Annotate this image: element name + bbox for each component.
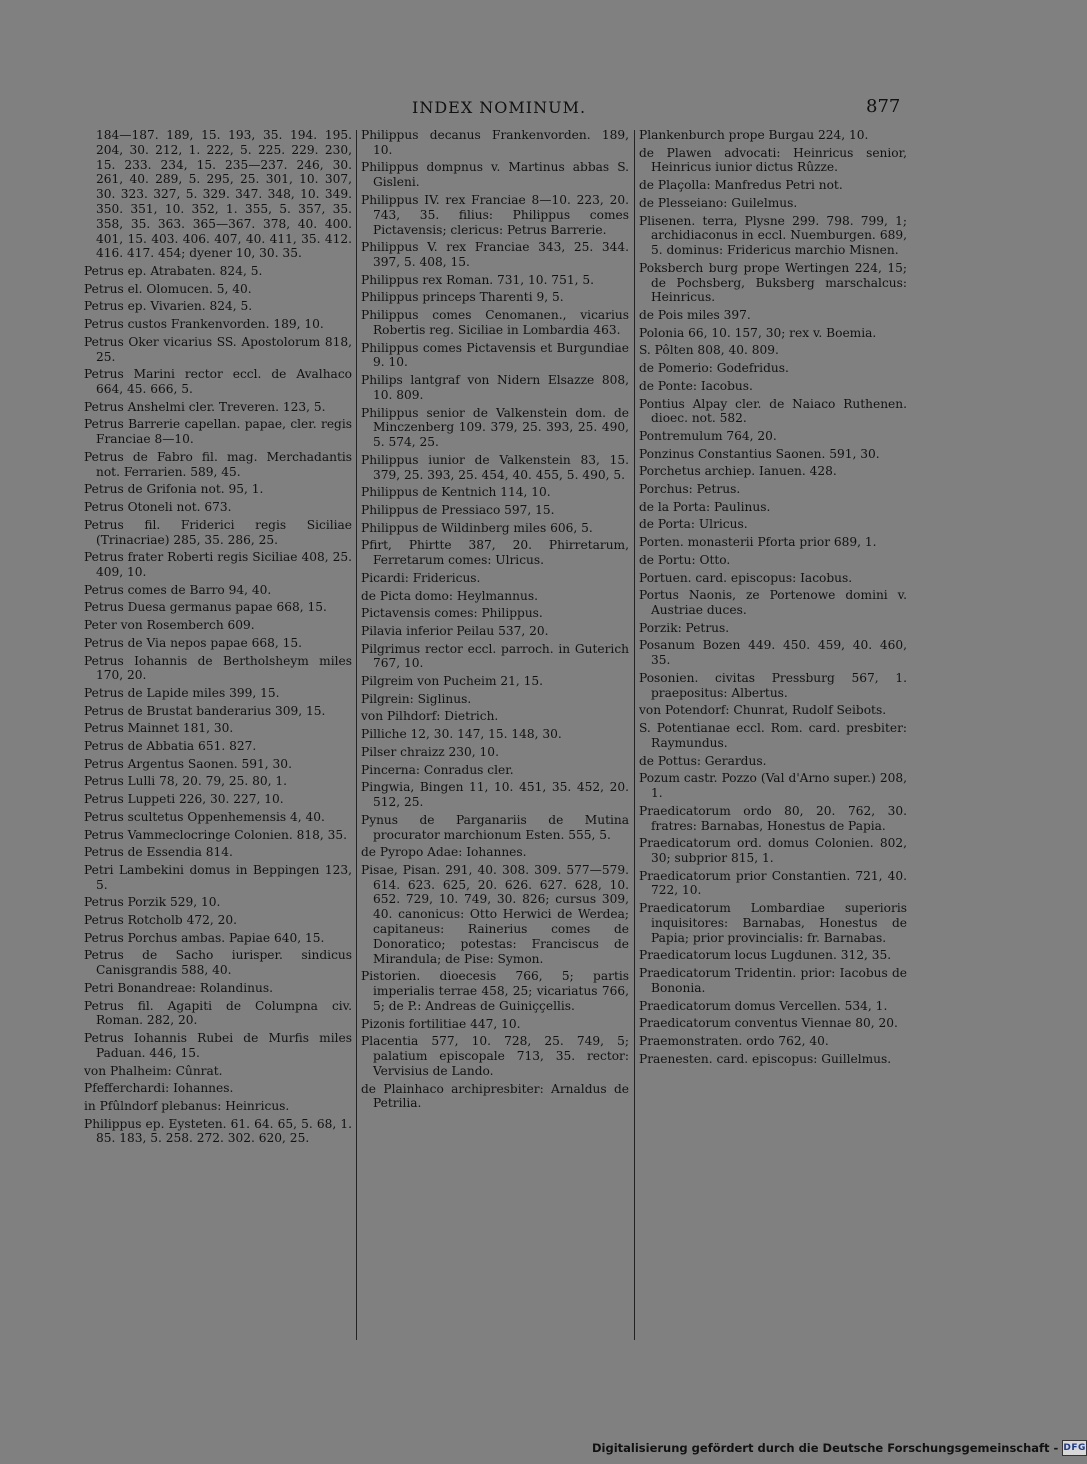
index-entry: Porchetus archiep. Ianuen. 428. (639, 464, 837, 479)
index-entry: Philippus IV. rex Franciae 8—10. 223, 20. 743, 35. filius: Philippus comes Pictavensis; clericus: Petrus Barrerie. (361, 192, 629, 237)
index-entry: Pfefferchardi: Iohannes. (84, 1081, 234, 1096)
index-entry: Praedicatorum ord. domus Colonien. 802, 30; subprior 815, 1. (639, 836, 907, 865)
credit-text: Digitalisierung gefördert durch die Deutsche Forschungsgemeinschaft - (592, 1441, 1059, 1455)
index-entry: 184—187. 189, 15. 193, 35. 194. 195. 204, 30. 212, 1. 222, 5. 225. 229. 230, 15. 233. 234, 15. 235—237. 246, 30. 261, 40. 289, 5. 295, 25. 301, 10. 307, 30. 323. 327, 5. 329. 347. 348, 10. 349. 350. 351, 10. 352, 1. 355, 5. 357, 35. 358, 35. 363. 365—367. 378, 40. 400. 401, 15. 403. 406. 407, 40. 411, 35. 412. 416. 417. 454; dyener 10, 30. 35. (96, 128, 352, 261)
index-entry: Petrus Iohannis Rubei de Murfis miles Paduan. 446, 15. (84, 1031, 352, 1060)
footer-credit (592, 1438, 1086, 1458)
index-entry: Porzik: Petrus. (639, 620, 730, 635)
index-entry: Praedicatorum locus Lugdunen. 312, 35. (639, 948, 892, 963)
index-entry: Peter von Rosemberch 609. (84, 618, 255, 633)
index-entry: Praemonstraten. ordo 762, 40. (639, 1033, 829, 1048)
index-entry: Placentia 577, 10. 728, 25. 749, 5; palatium episcopale 713, 35. rector: Vervisius de Lando. (361, 1034, 629, 1078)
index-entry: S. Potentianae eccl. Rom. card. presbiter: Raymundus. (639, 721, 907, 750)
index-entry: Pilgrimus rector eccl. parroch. in Guterich 767, 10. (361, 641, 629, 671)
index-entry: de Pomerio: Godefridus. (639, 361, 789, 376)
index-entry: Petrus Porchus ambas. Papiae 640, 15. (84, 930, 325, 945)
index-entry: Philippus V. rex Franciae 343, 25. 344. 397, 5. 408, 15. (361, 240, 629, 270)
index-entry: Praedicatorum domus Vercellen. 534, 1. (639, 998, 888, 1013)
index-entry: Petrus Anshelmi cler. Treveren. 123, 5. (84, 399, 326, 414)
index-entry: Petrus Vammeclocringe Colonien. 818, 35. (84, 827, 348, 842)
index-entry: Porten. monasterii Pforta prior 689, 1. (639, 535, 877, 550)
index-entry: de Plawen advocati: Heinricus senior, Heinricus iunior dictus Rûzze. (639, 145, 907, 175)
index-entry: Praedicatorum Lombardiae superioris inquisitores: Barnabas, Honestus de Papia; prior provincialis: fr. Barnabas. (639, 901, 907, 945)
index-entry: de Pois miles 397. (639, 308, 751, 323)
index-entry: Pisae, Pisan. 291, 40. 308. 309. 577—579. 614. 623. 625, 20. 626. 627. 628, 10. 652. 729, 10. 749, 30. 826; cursus 309, 40. canonicus: Otto Herwici de Werdea; capitaneus: Rainerius comes de Donoratico; potestas: Franciscus de Mirandula; de Pise: Symon. (361, 862, 629, 966)
index-entry: Porchus: Petrus. (639, 482, 741, 497)
index-entry: de Ponte: Iacobus. (639, 378, 753, 393)
page-number: 877 (866, 96, 901, 117)
index-entry: Petrus ep. Vivarien. 824, 5. (84, 299, 253, 314)
index-entry: Pictavensis comes: Philippus. (361, 606, 543, 621)
index-column-3 (639, 128, 907, 1069)
index-entry: Petrus de Lapide miles 399, 15. (84, 686, 280, 701)
index-entry: Pizonis fortilitiae 447, 10. (361, 1016, 521, 1031)
index-entry: Philips lantgraf von Nidern Elsazze 808, 10. 809. (361, 373, 629, 402)
index-entry: Philippus princeps Tharenti 9, 5. (361, 290, 564, 305)
index-entry: Pincerna: Conradus cler. (361, 762, 514, 777)
index-entry: Petrus Iohannis de Bertholsheym miles 170, 20. (84, 653, 352, 683)
index-entry: Pistorien. dioecesis 766, 5; partis imperialis terrae 458, 25; vicariatus 766, 5; de P.: Andreas de Guiniççellis. (361, 969, 629, 1013)
index-entry: Poksberch burg prope Wertingen 224, 15; de Pochsberg, Buksberg marschalcus: Heinricus. (639, 260, 907, 305)
index-entry: Philippus comes Pictavensis et Burgundiae 9. 10. (361, 340, 629, 370)
index-entry: Praedicatorum Tridentin. prior: Iacobus de Bononia. (639, 966, 907, 995)
index-entry: Petrus fil. Agapiti de Columpna civ. Roman. 282, 20. (84, 998, 352, 1028)
index-entry: Petrus Barrerie capellan. papae, cler. regis Franciae 8—10. (84, 417, 352, 447)
index-entry: Petrus Porzik 529, 10. (84, 895, 221, 910)
index-entry: Pilliche 12, 30. 147, 15. 148, 30. (361, 727, 562, 742)
index-entry: de Portu: Otto. (639, 552, 731, 567)
index-entry: Petrus de Brustat banderarius 309, 15. (84, 703, 326, 718)
index-entry: Praedicatorum conventus Viennae 80, 20. (639, 1016, 898, 1031)
index-entry: Praenesten. card. episcopus: Guillelmus. (639, 1051, 892, 1066)
index-entry: Praedicatorum ordo 80, 20. 762, 30. fratres: Barnabas, Honestus de Papia. (639, 803, 907, 833)
index-entry: Petrus el. Olomucen. 5, 40. (84, 281, 252, 296)
index-entry: Petri Bonandreae: Rolandinus. (84, 980, 273, 995)
index-entry: Philippus de Wildinberg miles 606, 5. (361, 520, 593, 535)
index-entry: Petrus Otoneli not. 673. (84, 500, 232, 515)
index-entry: Pilgrein: Siglinus. (361, 691, 472, 706)
index-entry: S. Pôlten 808, 40. 809. (639, 343, 779, 358)
index-entry: Plisenen. terra, Plysne 299. 798. 799, 1; archidiaconus in eccl. Nuemburgen. 689, 5. dominus: Fridericus marchio Misnen. (639, 213, 907, 258)
index-entry: Pingwia, Bingen 11, 10. 451, 35. 452, 20. 512, 25. (361, 780, 629, 810)
index-entry: Petrus de Abbatia 651. 827. (84, 739, 257, 754)
index-entry: Philippus senior de Valkenstein dom. de Minczenberg 109. 379, 25. 393, 25. 490, 5. 574, 25. (361, 405, 629, 450)
index-entry: Petrus Argentus Saonen. 591, 30. (84, 756, 292, 771)
index-entry: de Plainhaco archipresbiter: Arnaldus de Petrilia. (361, 1081, 629, 1111)
index-entry: Pozum castr. Pozzo (Val d'Arno super.) 208, 1. (639, 771, 907, 801)
index-entry: Pilser chraizz 230, 10. (361, 744, 499, 759)
index-entry: Petrus Marini rector eccl. de Avalhaco 664, 45. 666, 5. (84, 367, 352, 397)
index-entry: Petrus scultetus Oppenhemensis 4, 40. (84, 809, 325, 824)
dfg-logo-text: DFG (1063, 1443, 1086, 1453)
index-entry: Polonia 66, 10. 157, 30; rex v. Boemia. (639, 325, 877, 340)
index-entry: Philippus de Pressiaco 597, 15. (361, 503, 555, 518)
index-entry: Philippus de Kentnich 114, 10. (361, 485, 551, 500)
index-entry: von Potendorf: Chunrat, Rudolf Seibots. (639, 703, 887, 718)
index-entry: Philippus dompnus v. Martinus abbas S. Gisleni. (361, 160, 629, 190)
index-entry: Pilgreim von Pucheim 21, 15. (361, 674, 544, 689)
index-entry: Petri Lambekini domus in Beppingen 123, 5. (84, 862, 352, 892)
index-entry: Philippus iunior de Valkenstein 83, 15. 379, 25. 393, 25. 454, 40. 455, 5. 490, 5. (361, 452, 629, 482)
index-entry: Petrus de Essendia 814. (84, 845, 233, 860)
index-entry: Petrus comes de Barro 94, 40. (84, 582, 272, 597)
index-entry: de Picta domo: Heylmannus. (361, 588, 538, 603)
index-entry: Philippus ep. Eysteten. 61. 64. 65, 5. 68, 1. 85. 183, 5. 258. 272. 302. 620, 25. (84, 1116, 352, 1146)
index-entry: Petrus Mainnet 181, 30. (84, 721, 234, 736)
index-entry: de Porta: Ulricus. (639, 517, 748, 532)
index-entry: Petrus Oker vicarius SS. Apostolorum 818, 25. (84, 334, 352, 364)
index-entry: Philippus rex Roman. 731, 10. 751, 5. (361, 272, 594, 287)
index-entry: Petrus de Sacho iurisper. sindicus Canisgrandis 588, 40. (84, 948, 352, 978)
index-entry: Portuen. card. episcopus: Iacobus. (639, 570, 853, 585)
index-entry: Petrus Luppeti 226, 30. 227, 10. (84, 792, 284, 807)
index-entry: von Pilhdorf: Dietrich. (361, 709, 499, 724)
index-entry: Portus Naonis, ze Portenowe domini v. Austriae duces. (639, 588, 907, 618)
index-entry: Pilavia inferior Peilau 537, 20. (361, 623, 549, 638)
index-entry: Pynus de Parganariis de Mutina procurator marchionum Esten. 555, 5. (361, 812, 629, 842)
index-entry: Petrus Lulli 78, 20. 79, 25. 80, 1. (84, 774, 287, 789)
index-entry: Posanum Bozen 449. 450. 459, 40. 460, 35. (639, 638, 907, 668)
page-header (0, 98, 1000, 128)
index-entry: Ponzinus Constantius Saonen. 591, 30. (639, 446, 880, 461)
index-entry: Praedicatorum prior Constantien. 721, 40. 722, 10. (639, 868, 907, 898)
index-entry: Petrus de Via nepos papae 668, 15. (84, 635, 303, 650)
dfg-logo-icon (1062, 1440, 1087, 1456)
index-entry: Posonien. civitas Pressburg 567, 1. praepositus: Albertus. (639, 670, 907, 700)
index-entry: Petrus de Grifonia not. 95, 1. (84, 482, 264, 497)
index-entry: Petrus Duesa germanus papae 668, 15. (84, 600, 327, 615)
index-entry: von Phalheim: Cûnrat. (84, 1063, 223, 1078)
index-entry: Picardi: Fridericus. (361, 570, 481, 585)
index-entry: de Pyropo Adae: Iohannes. (361, 845, 527, 860)
index-column-2 (361, 128, 629, 1114)
index-entry: de Plaçolla: Manfredus Petri not. (639, 178, 843, 193)
index-entry: de la Porta: Paulinus. (639, 499, 771, 514)
running-title: INDEX NOMINUM. (412, 98, 587, 117)
index-entry: Philippus decanus Frankenvorden. 189, 10. (361, 128, 629, 157)
index-column-1 (84, 128, 352, 1149)
index-entry: de Pottus: Gerardus. (639, 753, 767, 768)
index-entry: Philippus comes Cenomanen., vicarius Robertis reg. Siciliae in Lombardia 463. (361, 308, 629, 337)
index-entry: in Pfûlndorf plebanus: Heinricus. (84, 1098, 290, 1113)
index-entry: Petrus frater Roberti regis Siciliae 408, 25. 409, 10. (84, 550, 352, 580)
index-entry: Pfirt, Phirtte 387, 20. Phirretarum, Ferretarum comes: Ulricus. (361, 538, 629, 568)
index-entry: Petrus custos Frankenvorden. 189, 10. (84, 317, 324, 332)
index-entry: de Plesseiano: Guilelmus. (639, 195, 798, 210)
index-entry: Petrus fil. Friderici regis Siciliae (Trinacriae) 285, 35. 286, 25. (84, 517, 352, 547)
index-entry: Petrus de Fabro fil. mag. Merchadantis not. Ferrarien. 589, 45. (84, 449, 352, 479)
index-entry: Petrus ep. Atrabaten. 824, 5. (84, 264, 263, 279)
column-divider-2 (634, 130, 635, 1340)
index-entry: Pontremulum 764, 20. (639, 429, 777, 444)
column-divider-1 (356, 130, 357, 1340)
index-entry: Plankenburch prope Burgau 224, 10. (639, 128, 869, 142)
index-entry: Petrus Rotcholb 472, 20. (84, 913, 237, 928)
index-entry: Pontius Alpay cler. de Naiaco Ruthenen. dioec. not. 582. (639, 396, 907, 426)
